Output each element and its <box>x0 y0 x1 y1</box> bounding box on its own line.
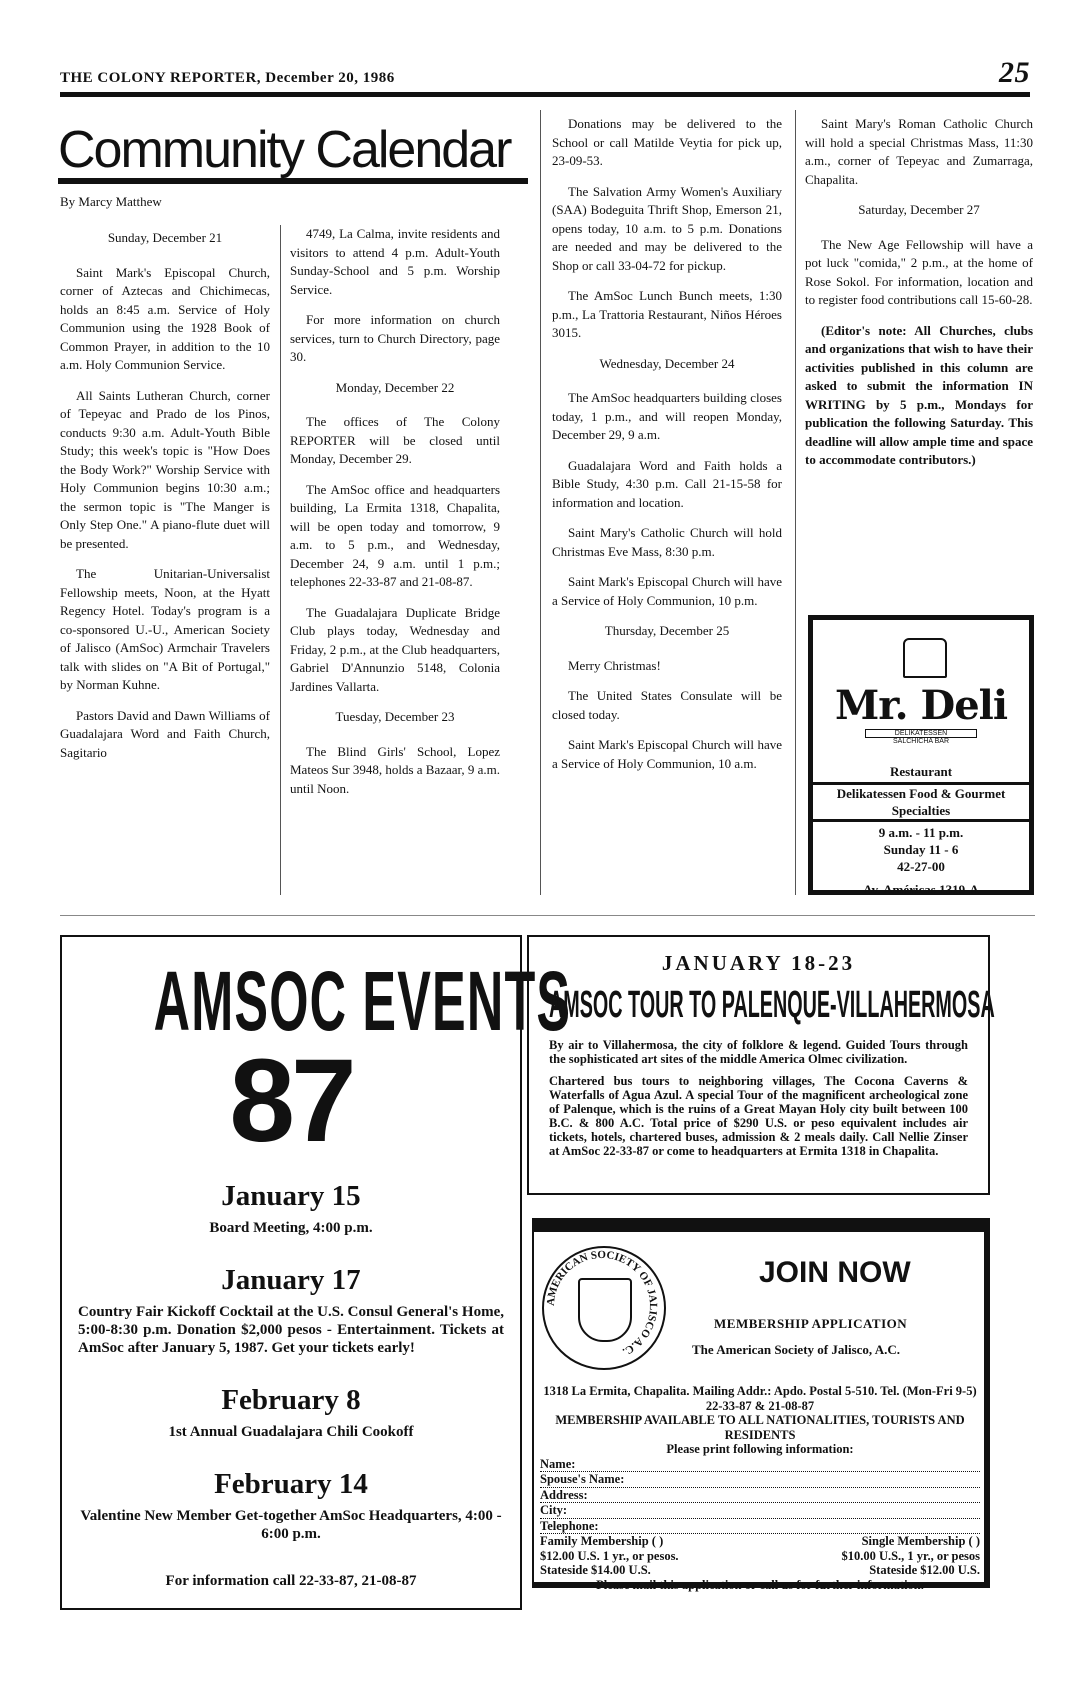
calendar-column-1 <box>60 225 270 774</box>
eagle-shield-icon <box>578 1278 632 1342</box>
calendar-entry: For more information on church services, turn to Church Directory, page 30. <box>290 312 500 364</box>
day-heading: Sunday, December 21 <box>107 230 223 245</box>
calendar-column-2 <box>290 225 500 810</box>
editors-note: (Editor's note: All Churches, clubs and organizations that wish to have their activities published in this column are asked to submit the information IN WRITING by 5 p.m., Mondays for publication the following Saturday. This deadline will allow ample time and space to accommodate contributors.) <box>805 322 1033 467</box>
event-date: January 17 <box>221 1264 361 1296</box>
column-rule <box>280 225 281 895</box>
calendar-entry: The Guadalajara Duplicate Bridge Club plays today, Wednesday and Friday, 2 p.m., at the Club headquarters, Gabriel D'Annunzio 5148, Colonia Jardines Vallarta. <box>290 604 500 694</box>
seal-text: AMERICAN SOCIETY OF JALISCO A.C. <box>544 1248 660 1358</box>
calendar-entry: Saint Mary's Catholic Church will hold Christmas Eve Mass, 8:30 p.m. <box>552 525 782 559</box>
application-form <box>540 1384 980 1592</box>
calendar-entry: 4749, La Calma, invite residents and visitors to attend 4 p.m. Adult-Youth Sunday-School and 5 p.m. Worship Service. <box>290 226 500 297</box>
deli-line: Restaurant <box>889 764 953 779</box>
calendar-entry: The AmSoc Lunch Bunch meets, 1:30 p.m., La Trattoria Restaurant, Niños Héroes 3015. <box>552 288 782 340</box>
tour-heading: AMSOC TOUR TO PALENQUE-VILLAHERMOSA <box>549 984 995 1026</box>
family-stateside-price: Stateside $14.00 U.S. <box>540 1563 651 1577</box>
event-description: Board Meeting, 4:00 p.m. <box>209 1220 373 1236</box>
city-field[interactable]: City: <box>540 1503 980 1519</box>
calendar-entry: All Saints Lutheran Church, corner of Tepeyac and Prado de los Pinos, conducts 9:30 a.m. Adult-Youth Bible Study; this week's topic is "How Does the Body Work?" Worship Service with Holy Communion begins 10:30 a.m.; the sermon topic is "The Manger is Only Step One." A piano-flute duet will be presented. <box>60 387 270 551</box>
tour-paragraph: Chartered bus tours to neighboring villages, The Cocona Caverns & Waterfalls of Agua Azul. A special Tour of the magnificent archeological zone of Palenque, which is the ruins of a Great Mayan Holy city built between 100 B.C. & 800 A.C. Total price of $290 U.S. or peso equivalent includes air tickets, hotels, chartered buses, admission & 2 meals daily. Call Nellie Zinser at AmSoc 22-33-87 or come to headquarters at Ermita 1318 in Chapalita. <box>549 1074 968 1158</box>
events-info: For information call 22-33-87, 21-08-87 <box>165 1573 417 1589</box>
calendar-entry: Saint Mark's Episcopal Church, corner of Aztecas and Chichimecas, holds an 8:45 a.m. Service of Holy Communion using the 1928 Book of Common Prayer, in addition to the 10 a.m. Holy Communion Service. <box>60 264 270 372</box>
events-heading: AMSOC EVENTS <box>153 954 572 1048</box>
column-rule <box>795 110 796 895</box>
membership-availability: MEMBERSHIP AVAILABLE TO ALL NATIONALITIES, TOURISTS AND RESIDENTS <box>555 1413 965 1442</box>
day-heading: Monday, December 22 <box>335 379 455 395</box>
tour-dates: JANUARY 18-23 <box>661 951 856 975</box>
family-price: $12.00 U.S. 1 yr., or pesos. <box>540 1548 679 1563</box>
deli-subtitle-2: SALCHICHA BAR <box>892 738 950 745</box>
deli-logo: Mr. Deli <box>834 682 1008 729</box>
deli-subtitle: DELIKATESSEN <box>865 729 977 738</box>
calendar-entry: The Unitarian-Universalist Fellowship meets, Noon, at the Hyatt Regency Hotel. Today's program is a co-sponsored U.-U., American Society of Jalisco (AmSoc) Armchair Travelers talk with slides on "A Bit of Portugal," by Norman Kuhne. <box>60 566 270 692</box>
mail-instruction: Please mail this application or call us for further information. <box>596 1577 924 1592</box>
membership-options <box>540 1534 980 1549</box>
calendar-entry: Saint Mary's Roman Catholic Church will hold a special Christmas Mass, 11:30 a.m., corner of Tepeyac and Zumarraga, Chapalita. <box>805 116 1033 187</box>
telephone-field[interactable]: Telephone: <box>540 1519 980 1535</box>
calendar-entry: The AmSoc office and headquarters building, La Ermita 1318, Chapalita, will be open today and tomorrow, 9 a.m. to 5 p.m., and Wednesday, December 24, 9 a.m. until 1 p.m.; telephones 22-33-87 and 21-08-87. <box>290 481 500 589</box>
event-description: 1st Annual Guadalajara Chili Cookoff <box>168 1424 414 1440</box>
calendar-column-3 <box>552 115 782 785</box>
calendar-title: Community Calendar <box>58 122 528 184</box>
masthead <box>60 56 1030 97</box>
column-rule <box>540 110 541 895</box>
society-seal <box>542 1246 666 1370</box>
single-price: $10.00 U.S., 1 yr., or pesos <box>841 1548 980 1563</box>
tour-box <box>527 935 995 1195</box>
calendar-entry: Donations may be delivered to the School or call Matilde Veytia for pick up, 23-09-53. <box>552 116 782 168</box>
society-address: 1318 La Ermita, Chapalita. Mailing Addr.: Apdo. Postal 5-510. Tel. (Mon-Fri 9-5) 22-33-87 & 21-08-87 <box>543 1384 977 1413</box>
join-title: JOIN NOW <box>759 1256 911 1289</box>
day-heading: Wednesday, December 24 <box>599 355 735 371</box>
society-name: The American Society of Jalisco, A.C. <box>692 1342 900 1357</box>
event-date: February 14 <box>214 1468 368 1500</box>
event-date: January 15 <box>221 1180 361 1212</box>
events-year: 87 <box>229 1035 353 1167</box>
spouse-name-field[interactable]: Spouse's Name: <box>540 1472 980 1488</box>
deli-line: Delikatessen Food & Gourmet Specialties <box>813 782 1029 822</box>
calendar-entry: The Blind Girls' School, Lopez Mateos Sur 3948, holds a Bazaar, 9 a.m. until Noon. <box>290 743 500 796</box>
calendar-entry: The AmSoc headquarters building closes today, 1 p.m., and will reopen Monday, December 29, 9 a.m. <box>552 390 782 442</box>
section-divider <box>60 915 1035 916</box>
calendar-entry: The United States Consulate will be closed today. <box>552 688 782 722</box>
calendar-entry: The Salvation Army Women's Auxiliary (SAA) Bodeguita Thrift Shop, Emerson 21, opens today, 10 a.m. to 5 p.m. Donations are needed and may be delivered to the Shop or call 33-04-72 for pickup. <box>552 183 782 273</box>
deli-bag-icon <box>903 638 947 678</box>
publication-line: THE COLONY REPORTER, December 20, 1986 <box>60 70 395 86</box>
calendar-entry: Merry Christmas! <box>568 657 661 673</box>
day-heading: Thursday, December 25 <box>604 623 730 638</box>
single-stateside-price: Stateside $12.00 U.S. <box>869 1563 980 1577</box>
event-description: Valentine New Member Get-together AmSoc Headquarters, 4:00 - 6:00 p.m. <box>80 1508 502 1542</box>
mr-deli-ad <box>808 615 1034 895</box>
day-heading: Tuesday, December 23 <box>335 709 455 724</box>
page-number: 25 <box>999 56 1030 89</box>
membership-stateside-prices <box>540 1563 980 1578</box>
calendar-entry: Saint Mark's Episcopal Church will have a Service of Holy Communion, 10 p.m. <box>552 574 782 608</box>
byline: By Marcy Matthew <box>60 194 162 209</box>
calendar-entry: Guadalajara Word and Faith holds a Bible Study, 4:30 p.m. Call 21-15-58 for information and location. <box>552 457 782 510</box>
membership-prices <box>540 1549 980 1564</box>
membership-application-label: MEMBERSHIP APPLICATION <box>714 1316 908 1331</box>
join-now-box <box>532 1218 990 1592</box>
calendar-entry: The offices of The Colony REPORTER will be closed until Monday, December 29. <box>290 414 500 466</box>
tour-paragraph: By air to Villahermosa, the city of folklore & legend. Guided Tours through the sophisticated art sites of the middle America Olmec civilization. <box>549 1038 968 1066</box>
deli-line: Av. Américas 1319-A <box>863 882 979 897</box>
single-membership-checkbox[interactable]: Single Membership ( ) <box>861 1534 980 1548</box>
print-instruction: Please print following information: <box>666 1442 854 1456</box>
calendar-column-4 <box>805 115 1033 482</box>
deli-line: 42-27-00 <box>897 859 945 874</box>
family-membership-checkbox[interactable]: Family Membership ( ) <box>540 1534 664 1548</box>
name-field[interactable]: Name: <box>540 1457 980 1473</box>
calendar-entry: Saint Mark's Episcopal Church will have a Service of Holy Communion, 10 a.m. <box>552 737 782 771</box>
deli-line: 9 a.m. - 11 p.m. <box>878 825 964 840</box>
calendar-entry: The New Age Fellowship will have a pot luck "comida," 2 p.m., at the home of Rose Sokol. For information, location and to register food contributions call 15-60-28. <box>805 236 1033 307</box>
deli-line: Sunday 11 - 6 <box>883 842 959 857</box>
event-date: February 8 <box>221 1384 361 1416</box>
calendar-entry: Pastors David and Dawn Williams of Guadalajara Word and Faith Church, Sagitario <box>60 707 270 760</box>
day-heading: Saturday, December 27 <box>858 202 980 217</box>
event-description: Country Fair Kickoff Cocktail at the U.S. Consul General's Home, 5:00-8:30 p.m. Donation $2,000 pesos - Entertainment. Tickets at AmSoc after January 5, 1987. Get your tickets early! <box>78 1304 504 1356</box>
address-field[interactable]: Address: <box>540 1488 980 1504</box>
